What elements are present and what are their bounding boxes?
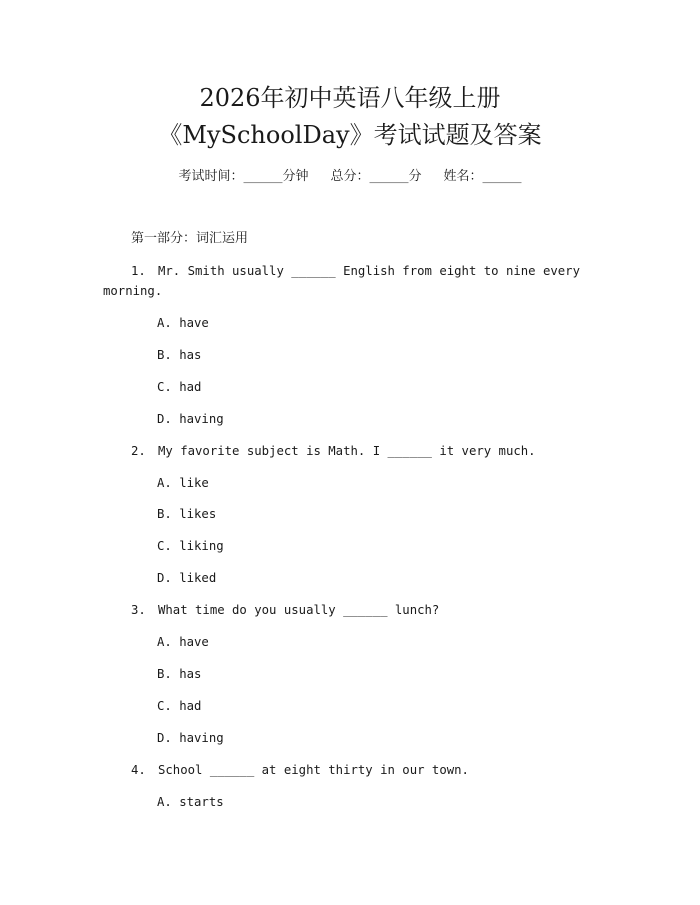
section-heading: 第一部分：词汇运用 (131, 231, 249, 246)
question-3 (131, 600, 439, 620)
exam-title-line-1: 2026年初中英语八年级上册 (199, 84, 501, 112)
question-4-option-a: A. starts (157, 795, 224, 809)
question-2-option-b: B. likes (157, 507, 217, 521)
question-2-option-c: C. liking (157, 539, 224, 553)
question-2 (131, 441, 536, 461)
question-text: My favorite subject is Math. I ______ it very much. (158, 444, 536, 458)
question-1-continuation: morning. (103, 284, 163, 298)
exam-meta (0, 167, 700, 187)
question-1-option-b: B. has (157, 348, 202, 362)
question-1-option-c: C. had (157, 380, 202, 394)
question-number: 4. (131, 763, 146, 777)
question-2-option-d: D. liked (157, 571, 217, 585)
question-3-option-c: C. had (157, 699, 202, 713)
question-text: Mr. Smith usually ______ English from eight to nine every (158, 264, 580, 278)
question-1-option-d: D. having (157, 412, 224, 426)
question-3-option-b: B. has (157, 667, 202, 681)
question-3-option-d: D. having (157, 731, 224, 745)
question-number: 1. (131, 264, 146, 278)
question-3-option-a: A. have (157, 635, 209, 649)
question-4 (131, 760, 469, 780)
question-text: School ______ at eight thirty in our town. (158, 763, 469, 777)
exam-time-field: 考试时间：______分钟 (178, 169, 309, 184)
student-name-field: 姓名：______ (443, 169, 522, 184)
question-2-option-a: A. like (157, 476, 209, 490)
question-number: 3. (131, 603, 146, 617)
question-number: 2. (131, 444, 146, 458)
exam-title-line-2: 《MySchoolDay》考试试题及答案 (158, 121, 542, 149)
question-text: What time do you usually ______ lunch? (158, 603, 440, 617)
question-1 (131, 261, 580, 281)
question-1-option-a: A. have (157, 316, 209, 330)
total-score-field: 总分：______分 (330, 169, 422, 184)
